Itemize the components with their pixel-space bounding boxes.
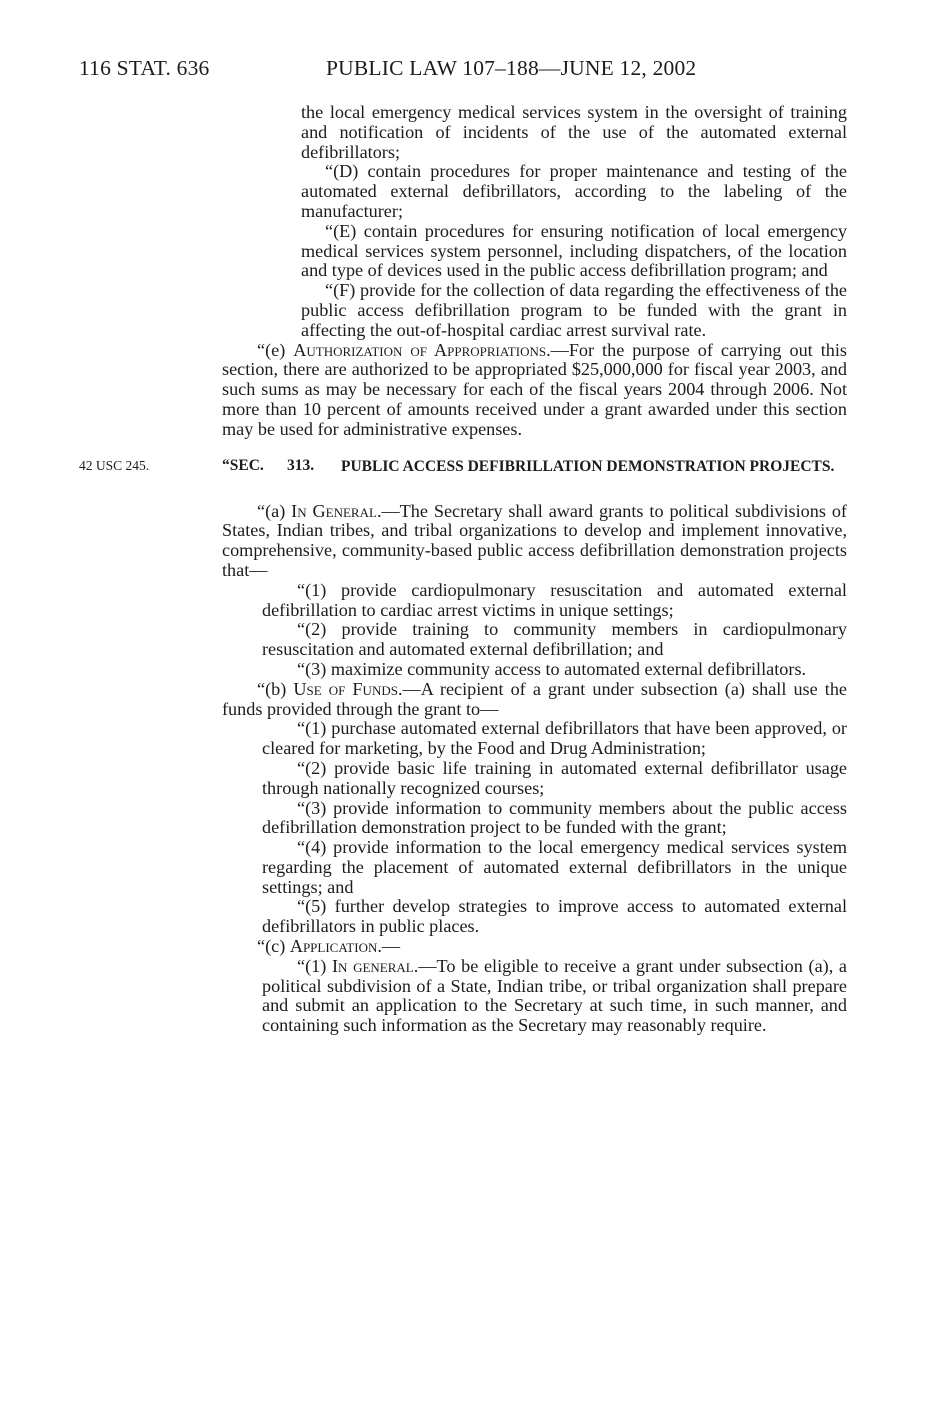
subsection-a-item-1: “(1) provide cardiopulmonary resuscitation and automated external defibrillation to cardiac arrest victims in unique settings; xyxy=(262,579,847,620)
subsection-c xyxy=(222,937,847,957)
margin-citation: 42 USC 245. xyxy=(79,457,150,473)
subsection-c-paragraph-1 xyxy=(262,957,847,1036)
section-number: 313. xyxy=(287,456,315,474)
subsection-a-heading: In General xyxy=(291,500,377,521)
clause-e: “(E) contain procedures for ensuring notification of local emergency medical services system personnel, including dispatchers, of the location and type of devices used in the public access defibrillation program; and xyxy=(301,220,847,281)
subsection-e-authorization xyxy=(222,341,847,440)
page-header xyxy=(0,56,939,86)
subsection-b-item-2: “(2) provide basic life training in automated external defibrillator usage through nationally recognized courses; xyxy=(262,757,847,798)
subsection-e-heading: Authorization of Appropriations xyxy=(293,339,547,360)
document-body xyxy=(0,103,939,1036)
subsection-a-item-2: “(2) provide training to community members in cardiopulmonary resuscitation and automated external defibrillation; and xyxy=(262,619,847,660)
paragraph-1-heading: In general xyxy=(331,955,414,976)
subsection-b-item-3: “(3) provide information to community members about the public access defibrillation demonstration project to be funded with the grant; xyxy=(262,797,847,838)
stat-page-reference: 116 STAT. 636 xyxy=(79,56,210,80)
subsection-c-heading: Application xyxy=(289,936,378,957)
subsection-a-prefix: “(a) xyxy=(257,500,292,521)
subsection-e-prefix: “(e) xyxy=(257,339,294,360)
subsection-b-text: .—A recipient of a grant under subsection (a) shall use the funds provided through the grant to— xyxy=(222,678,847,719)
continued-paragraph: the local emergency medical services system in the oversight of training and notification of incidents of the use of the automated external defibrillators; xyxy=(301,102,847,162)
paragraph-1-text: .—To be eligible to receive a grant under subsection (a), a political subdivision of a State, Indian tribe, or tribal organization shall prepare and submit an application to the Secretary at such time, in such manner, and containing such information as the Secretary may reasonably require. xyxy=(262,955,848,1036)
subsection-c-dash: .— xyxy=(377,936,401,957)
section-label: “SEC. xyxy=(222,456,264,474)
clause-f: “(F) provide for the collection of data regarding the effectiveness of the public access defibrillation program to be funded with the grant in affecting the out-of-hospital cardiac arrest survival rate. xyxy=(301,280,847,340)
subsection-a-item-3: “(3) maximize community access to automated external defibrillators. xyxy=(297,658,807,679)
subsection-e-text: .—For the purpose of carrying out this section, there are authorized to be appropriated $25,000,000 for fiscal year 2003, and such sums as may be necessary for each of the fiscal years 2004 through 2006. Not more than 10 percent of amounts received under a grant awarded under this section may be used for administrative expenses. xyxy=(222,339,847,439)
clause-d: “(D) contain procedures for proper maintenance and testing of the automated external defibrillators, according to the labeling of the manufacturer; xyxy=(301,161,847,221)
section-title: PUBLIC ACCESS DEFIBRILLATION DEMONSTRATION PROJECTS. xyxy=(341,457,835,475)
paragraph-1-prefix: “(1) xyxy=(297,955,332,976)
subsection-a-text: .—The Secretary shall award grants to political subdivisions of States, Indian tribes, and tribal organizations to develop and implement innovative, comprehensive, community-based public access defibrillation demonstration projects that— xyxy=(222,500,847,580)
subsection-b xyxy=(222,680,847,720)
public-law-title: PUBLIC LAW 107–188—JUNE 12, 2002 xyxy=(326,56,697,80)
subsection-b-prefix: “(b) xyxy=(257,678,294,699)
subsection-b-heading: Use of Funds xyxy=(293,678,398,699)
subsection-b-item-1: “(1) purchase automated external defibrillators that have been approved, or cleared for marketing, by the Food and Drug Administration; xyxy=(262,718,847,759)
section-heading xyxy=(0,454,939,496)
subsection-b-item-4: “(4) provide information to the local emergency medical services system regarding the placement of automated external defibrillators in the unique settings; and xyxy=(262,837,847,897)
subsection-a xyxy=(222,502,847,581)
subsection-c-prefix: “(c) xyxy=(257,936,290,957)
subsection-b-item-5: “(5) further develop strategies to improve access to automated external defibrillators in public places. xyxy=(262,896,847,937)
